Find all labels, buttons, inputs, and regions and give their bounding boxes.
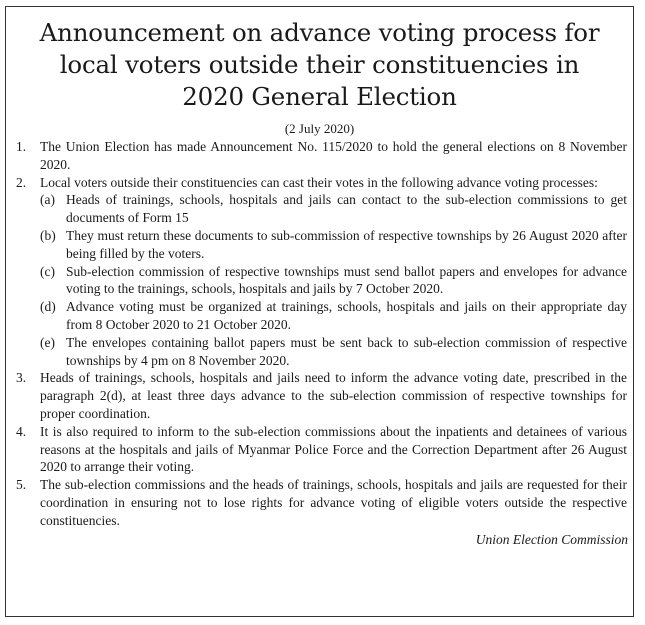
- sub-paragraph-text: The envelopes containing ballot papers must be sent back to sub-election commission of respective townships by 4 pm on 8 November 2020.: [66, 334, 627, 368]
- sub-paragraph-number: (d): [40, 299, 56, 315]
- paragraph-2: [16, 174, 627, 370]
- sub-paragraph-number: (a): [40, 192, 55, 208]
- sub-paragraph-c: [40, 263, 627, 299]
- paragraph-text: The Union Election has made Announcement No. 115/2020 to hold the general elections on 8 November 2020.: [40, 139, 627, 172]
- paragraph-number: 3.: [16, 370, 27, 386]
- sub-paragraph-number: (e): [40, 334, 55, 350]
- paragraph-text: The sub-election commissions and the heads of trainings, schools, hospitals and jails are requested for their coordination in ensuring not to lose rights for advance voting of eligible voters outside the respective constituencies.: [40, 477, 627, 528]
- paragraph-4: [16, 423, 627, 476]
- sub-paragraph-e: [40, 334, 627, 370]
- paragraph-text: Heads of trainings, schools, hospitals and jails need to inform the advance voting date, prescribed in the paragraph 2(d), at least three days advance to the sub-election commission of respective townships for proper coordination.: [40, 370, 627, 421]
- paragraph-5: [16, 476, 627, 529]
- sub-paragraph-d: [40, 298, 627, 334]
- announcement-frame: [5, 6, 634, 617]
- sub-paragraph-text: Sub-election commission of respective townships must send ballot papers and envelopes for advance voting to the trainings, schools, hospitals and jails by 7 October 2020.: [66, 263, 627, 297]
- sub-paragraph-number: (c): [40, 263, 55, 279]
- sub-paragraph-b: [40, 227, 627, 263]
- paragraph-number: 4.: [16, 423, 27, 439]
- paragraph-number: 5.: [16, 477, 27, 493]
- paragraph-1: [16, 138, 627, 174]
- signature: Union Election Commission: [475, 531, 628, 547]
- paragraph-list: [6, 138, 633, 530]
- title-line-2: local voters outside their constituencies in: [59, 50, 580, 79]
- announcement-date: (2 July 2020): [284, 121, 355, 136]
- paragraph-text: It is also required to inform to the sub-election commissions about the inpatients and detainees of various reasons at the hospitals and jails of Myanmar Police Force and the Correction Department after 26 August 2020 to arrange their voting.: [40, 423, 627, 475]
- sub-paragraph-text: They must return these documents to sub-commission of respective townships by 26 August 2020 after being filled by the voters.: [66, 227, 627, 261]
- sub-paragraph-list: [40, 191, 627, 369]
- title-line-1: Announcement on advance voting process for: [39, 18, 600, 47]
- paragraph-text: Local voters outside their constituencies can cast their votes in the following advance voting processes:: [40, 174, 598, 190]
- sub-paragraph-number: (b): [40, 227, 56, 243]
- sub-paragraph-text: Advance voting must be organized at trainings, schools, hospitals and jails on their appropriate day from 8 October 2020 to 21 October 2020.: [66, 299, 627, 332]
- sub-paragraph-text: Heads of trainings, schools, hospitals and jails can contact to the sub-election commissions to get documents of Form 15: [66, 192, 627, 226]
- paragraph-number: 1.: [16, 139, 27, 154]
- paragraph-number: 2.: [16, 174, 27, 190]
- announcement-title: [6, 17, 633, 113]
- announcement-body: [6, 138, 633, 549]
- sub-paragraph-a: [40, 191, 627, 227]
- paragraph-3: [16, 369, 627, 422]
- title-line-3: 2020 General Election: [182, 82, 457, 111]
